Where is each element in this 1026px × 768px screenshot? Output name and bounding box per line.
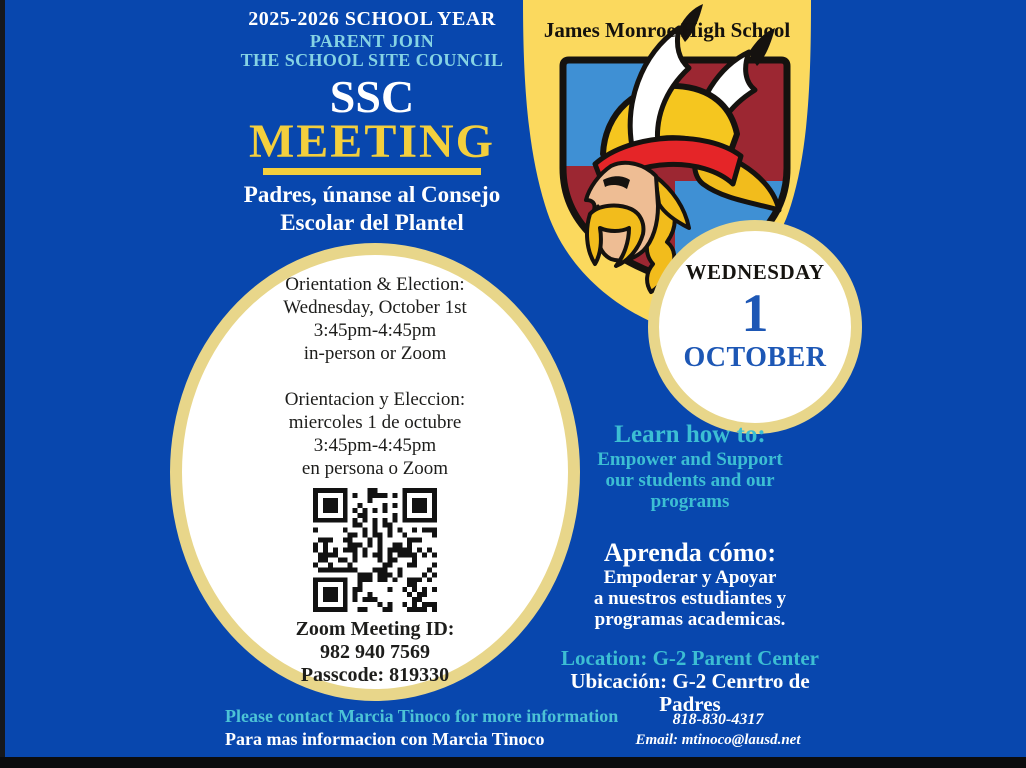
qr-code (313, 488, 437, 612)
school-name: James Monroe High School (543, 18, 791, 42)
contact-phone: 818-830-4317 (672, 711, 764, 728)
title-underline (263, 168, 481, 175)
location-es-line: Ubicación: G-2 Cenrtro de (570, 669, 810, 693)
date-day-number: 1 (741, 283, 769, 343)
learn-heading-en: Learn how to: (614, 421, 766, 448)
schedule-circle (170, 243, 580, 701)
schedule-en-line: 3:45pm-4:45pm (313, 320, 437, 341)
learn-line-en: Empower and Support (597, 449, 783, 470)
location-es-line: Padres (659, 692, 721, 716)
date-weekday: WEDNESDAY (685, 260, 825, 284)
schedule-es-line: Orientacion y Eleccion: (284, 389, 466, 410)
info-column (540, 421, 840, 716)
learn-line-en: programs (650, 491, 730, 512)
contact-email: Email: mtinoco@lausd.net (635, 732, 801, 748)
schedule-es-line: en persona o Zoom (301, 458, 449, 479)
learn-line-es: programas academicas. (594, 609, 786, 630)
school-year-text: 2025-2026 SCHOOL YEAR (248, 8, 496, 30)
subtitle-es-line-2: Escolar del Plantel (280, 210, 464, 235)
contact-en: Please contact Marcia Tinoco for more information (225, 706, 619, 726)
subtitle-es-line-1: Padres, únanse al Consejo (243, 182, 501, 207)
location-en: Location: G-2 Parent Center (561, 646, 819, 670)
learn-line-es: Empoderar y Apoyar (603, 567, 777, 588)
learn-heading-es: Aprenda cómo: (603, 538, 777, 567)
join-line-1: PARENT JOIN (309, 31, 435, 51)
title-ssc: SSC (329, 71, 415, 122)
join-line-2: THE SCHOOL SITE COUNCIL (240, 50, 504, 70)
zoom-meeting-id-label: Zoom Meeting ID: (295, 618, 455, 640)
schedule-es-line: miercoles 1 de octubre (288, 412, 462, 433)
date-month: OCTOBER (683, 342, 827, 373)
learn-line-en: our students and our (605, 470, 775, 491)
zoom-passcode: Passcode: 819330 (300, 664, 450, 686)
frame-edge-bottom (0, 757, 1026, 768)
contact-es: Para mas informacion con Marcia Tinoco (225, 729, 545, 749)
schedule-gap (182, 365, 568, 388)
contact-details (618, 709, 818, 751)
schedule-es-line: 3:45pm-4:45pm (313, 435, 437, 456)
date-badge (648, 220, 862, 434)
frame-edge-left (0, 0, 5, 768)
zoom-meeting-id: 982 940 7569 (320, 641, 430, 663)
contact-block (225, 705, 618, 751)
title-meeting: MEETING (248, 115, 496, 168)
schedule-en-line: in-person or Zoom (303, 343, 447, 364)
schedule-en-line: Orientation & Election: (285, 274, 465, 295)
schedule-en-line: Wednesday, October 1st (283, 297, 467, 318)
header-block (122, 6, 622, 237)
learn-line-es: a nuestros estudiantes y (593, 588, 787, 609)
